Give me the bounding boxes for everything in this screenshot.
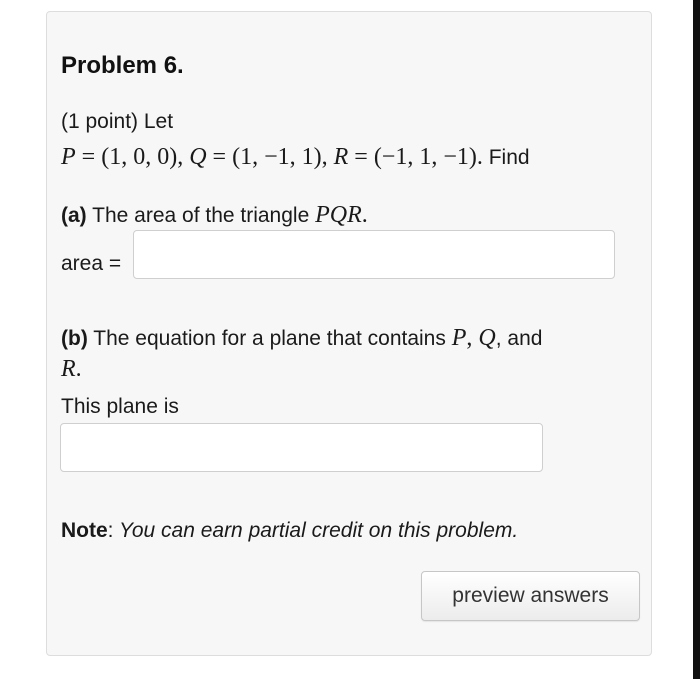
point-p-name: P [61, 144, 76, 170]
part-b-text: The equation for a plane that contains [87, 327, 452, 350]
point-p-value: = (1, 0, 0), [75, 144, 190, 170]
point-r-value: = (−1, 1, −1). [348, 144, 483, 170]
point-q-name: Q [189, 144, 207, 170]
part-b-prompt [61, 325, 542, 352]
part-b-label: (b) [61, 327, 88, 350]
points-definition [61, 144, 530, 171]
part-a-label: (a) [61, 204, 87, 227]
note-text [61, 519, 518, 543]
part-b-and: , and [495, 327, 543, 350]
find-text: Find [482, 146, 530, 169]
problem-title: Problem 6. [61, 52, 184, 79]
part-b-prompt-line2 [61, 356, 82, 383]
problem-intro: (1 point) Let [61, 110, 174, 133]
plane-label: This plane is [61, 395, 179, 418]
window-edge-strip [693, 0, 700, 679]
preview-answers-button[interactable]: preview answers [421, 571, 640, 621]
note-label: Note [61, 519, 108, 542]
point-q-value: = (1, −1, 1), [206, 144, 334, 170]
plane-equation-input[interactable] [60, 423, 543, 472]
part-b-r-wrap [61, 356, 82, 382]
problem-card [46, 11, 652, 656]
part-a-prompt [61, 202, 368, 229]
triangle-name: PQR [315, 202, 362, 228]
part-b-p-name-wrap [452, 325, 496, 351]
part-b-r-name: R [61, 356, 76, 382]
point-r-name: R [333, 144, 349, 170]
points-math [61, 144, 483, 170]
note-colon: : [107, 519, 114, 542]
area-input[interactable] [133, 230, 615, 279]
part-b-comma: , [466, 325, 479, 351]
part-b-period: . [75, 356, 82, 382]
part-b-p-name: P [451, 325, 467, 351]
part-a-text: The area of the triangle [86, 204, 316, 227]
note-body: You can earn partial credit on this problem. [113, 519, 519, 542]
part-a-math [315, 202, 368, 228]
part-a-period: . [361, 202, 368, 228]
part-b-q-name: Q [478, 325, 496, 351]
area-label: area = [61, 252, 122, 275]
